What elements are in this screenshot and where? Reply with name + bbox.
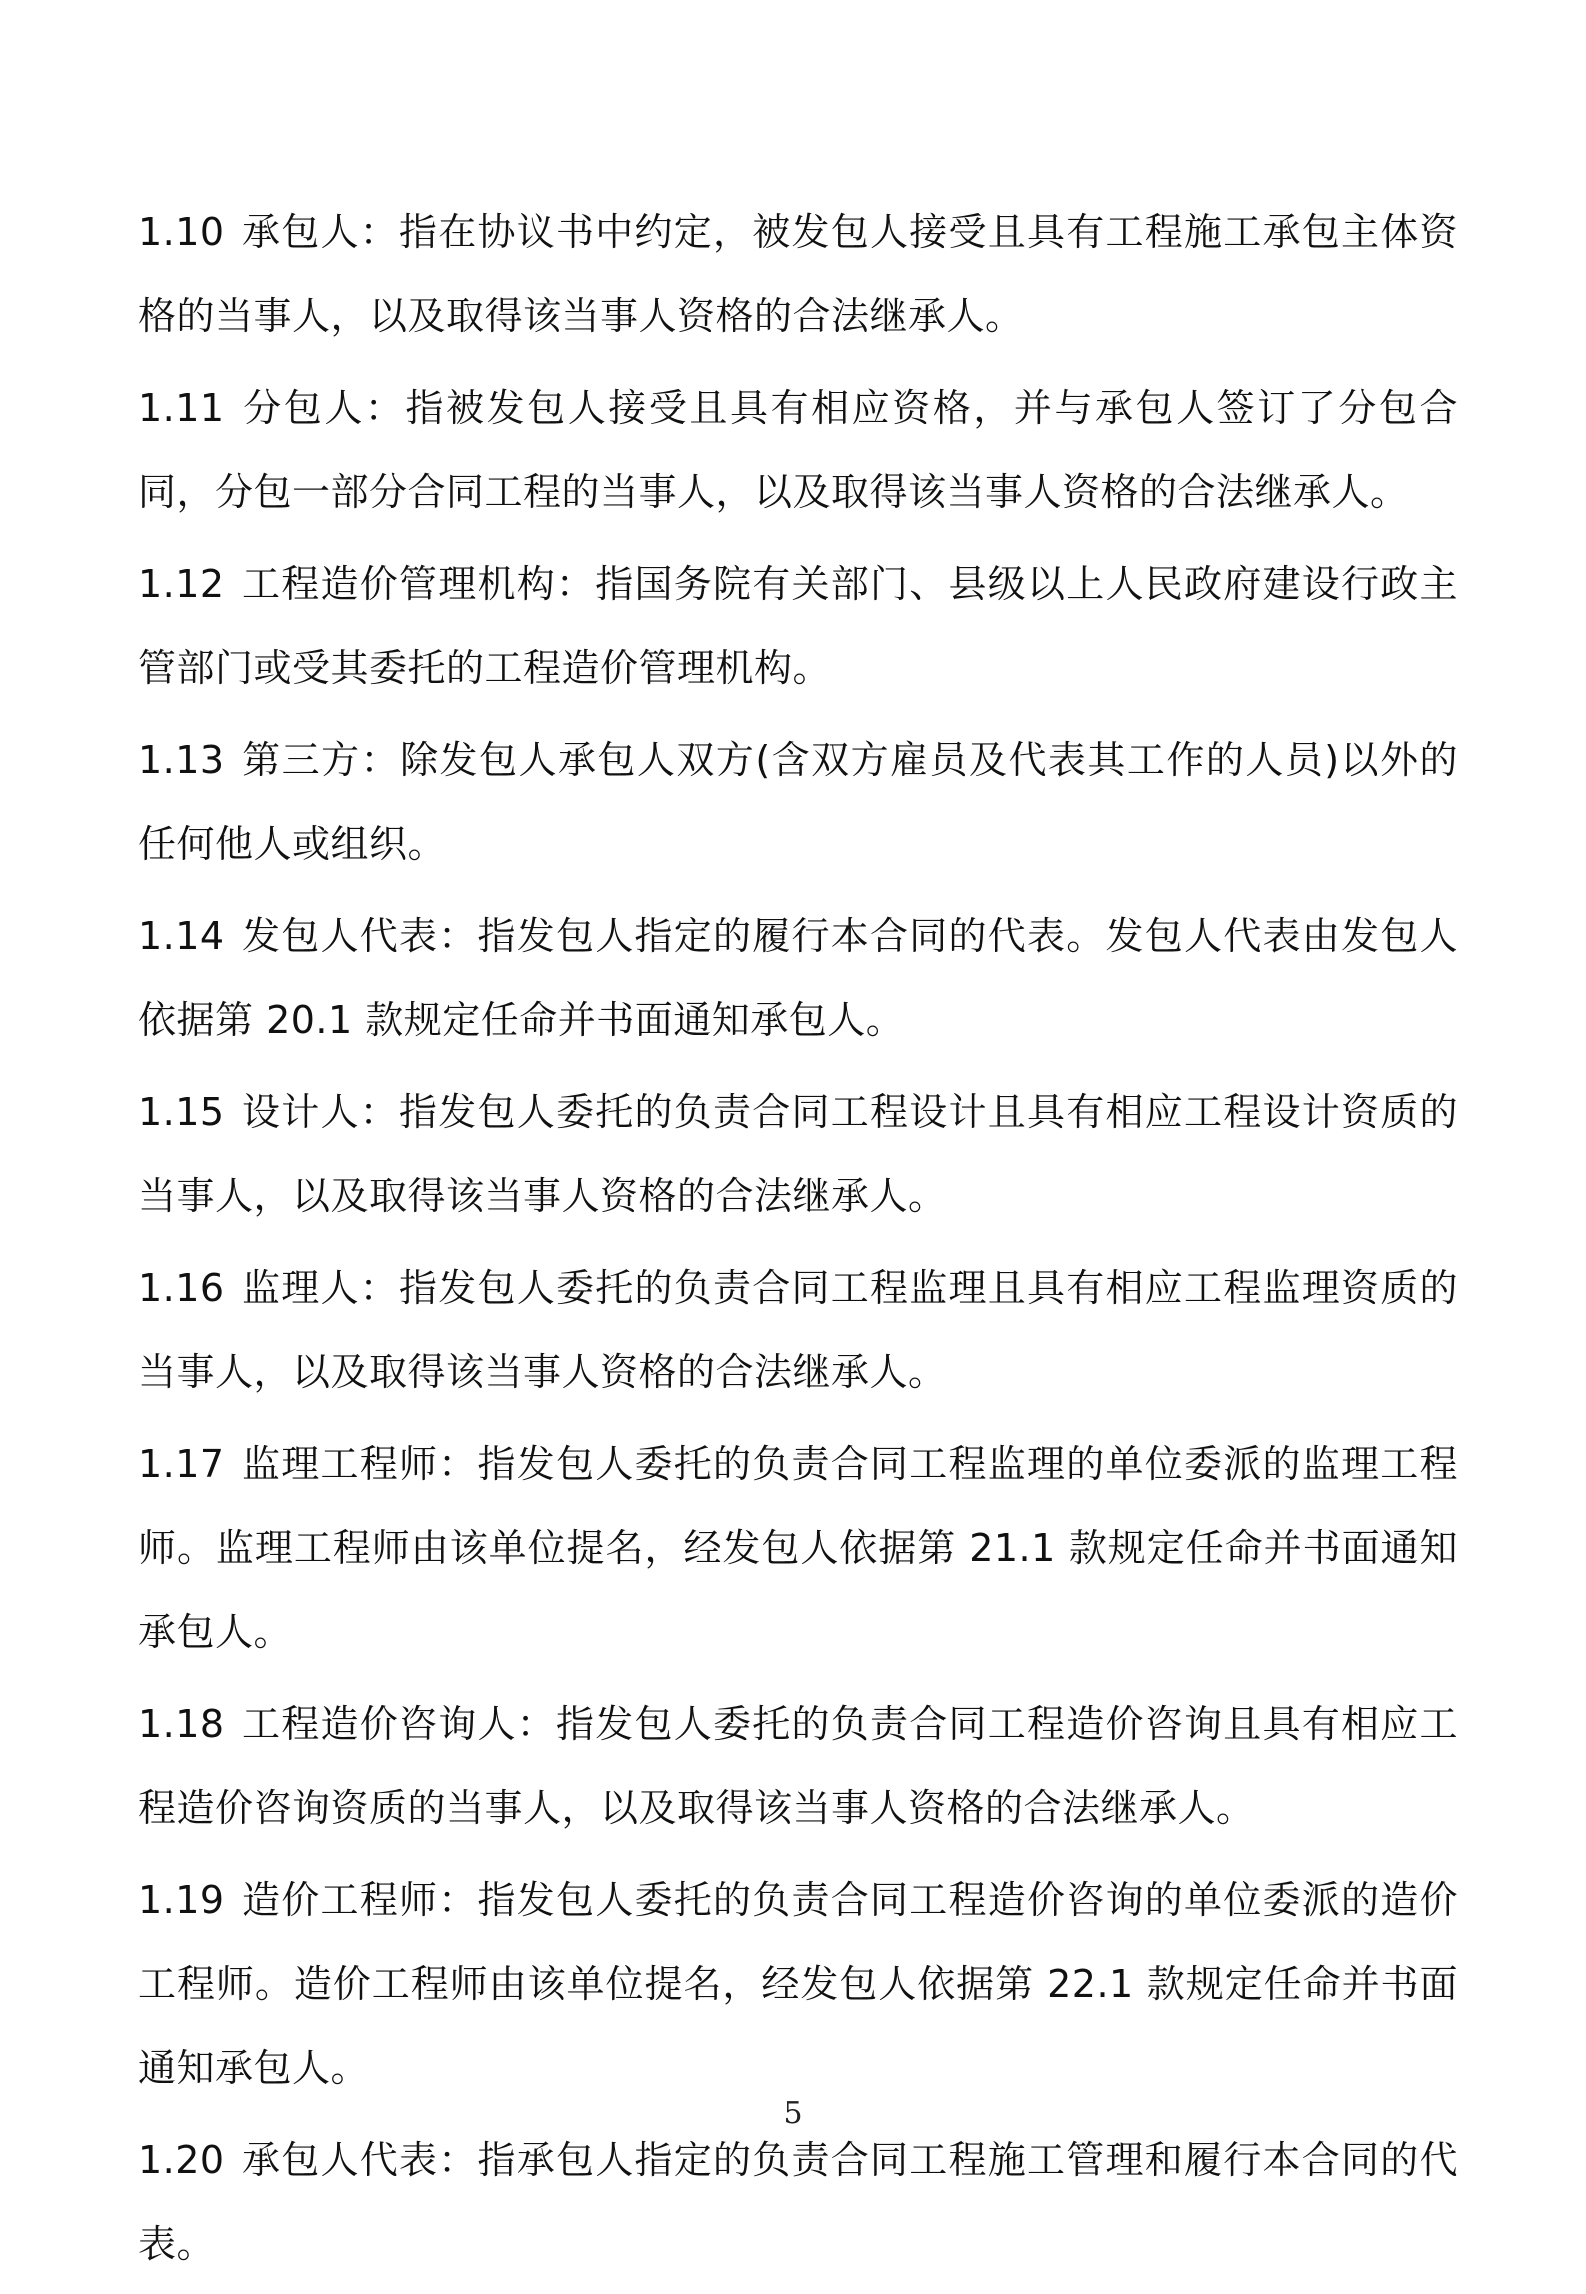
document-body [138,190,1458,2294]
clause-number: 1.15 [138,1090,225,1134]
clause-number: 1.16 [138,1266,225,1310]
clause-text: 设计人：指发包人委托的负责合同工程设计且具有相应工程设计资质的当事人，以及取得该当事人资格的合法继承人。 [138,1090,1458,1218]
clause-text: 工程造价管理机构：指国务院有关部门、县级以上人民政府建设行政主管部门或受其委托的工程造价管理机构。 [138,562,1458,690]
clause-number: 1.19 [138,1878,225,1922]
clause-text: 发包人代表：指发包人指定的履行本合同的代表。发包人代表由发包人依据第 20.1 款规定任命并书面通知承包人。 [138,914,1458,1042]
clause-1-10 [138,190,1458,358]
clause-1-13 [138,718,1458,886]
clause-number: 1.20 [138,2138,225,2182]
clause-1-17 [138,1422,1458,1674]
clause-number: 1.17 [138,1442,225,1486]
clause-1-20 [138,2118,1458,2286]
clause-text: 承包人：指在协议书中约定，被发包人接受且具有工程施工承包主体资格的当事人，以及取得该当事人资格的合法继承人。 [138,210,1458,338]
clause-1-15 [138,1070,1458,1238]
clause-text: 第三方：除发包人承包人双方(含双方雇员及代表其工作的人员)以外的任何他人或组织。 [138,738,1458,866]
clause-text: 监理工程师：指发包人委托的负责合同工程监理的单位委派的监理工程师。监理工程师由该单位提名，经发包人依据第 21.1 款规定任命并书面通知承包人。 [138,1442,1458,1654]
clause-text: 承包人代表：指承包人指定的负责合同工程施工管理和履行本合同的代表。 [138,2138,1458,2266]
clause-number: 1.14 [138,914,225,958]
clause-1-19 [138,1858,1458,2110]
clause-1-12 [138,542,1458,710]
clause-number: 1.18 [138,1702,225,1746]
clause-text: 造价工程师：指发包人委托的负责合同工程造价咨询的单位委派的造价工程师。造价工程师由该单位提名，经发包人依据第 22.1 款规定任命并书面通知承包人。 [138,1878,1458,2090]
clause-text: 工程造价咨询人：指发包人委托的负责合同工程造价咨询且具有相应工程造价咨询资质的当事人，以及取得该当事人资格的合法继承人。 [138,1702,1458,1830]
clause-number: 1.10 [138,210,225,254]
clause-number: 1.11 [138,386,225,430]
clause-text: 分包人：指被发包人接受且具有相应资格，并与承包人签订了分包合同，分包一部分合同工程的当事人，以及取得该当事人资格的合法继承人。 [138,386,1458,514]
clause-1-14 [138,894,1458,1062]
clause-text: 监理人：指发包人委托的负责合同工程监理且具有相应工程监理资质的当事人，以及取得该当事人资格的合法继承人。 [138,1266,1458,1394]
clause-1-16 [138,1246,1458,1414]
clause-number: 1.12 [138,562,225,606]
clause-number: 1.13 [138,738,225,782]
page-number: 5 [783,2096,803,2131]
clause-1-11 [138,366,1458,534]
clause-1-18 [138,1682,1458,1850]
